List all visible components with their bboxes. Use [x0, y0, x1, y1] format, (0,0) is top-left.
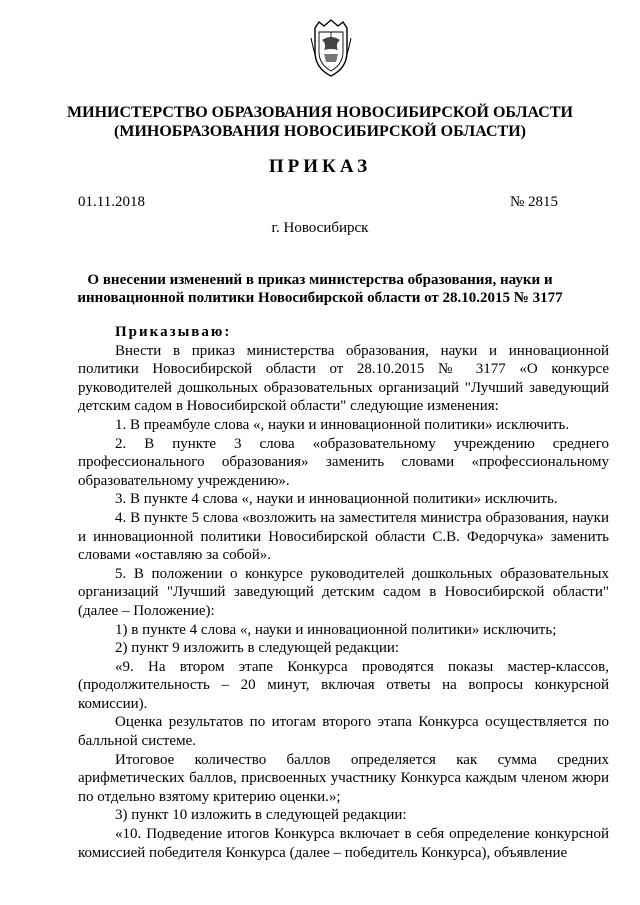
city: г. Новосибирск [271, 220, 369, 236]
order-word: Приказываю: [115, 324, 232, 340]
subject-line-2: инновационной политики Новосибирской области от 28.10.2015 № 3177 [77, 290, 563, 306]
order-number: № 2815 [509, 194, 558, 210]
body-paragraph: «9. На втором этапе Конкурса проводятся показы мастер-классов, (продолжительность – 20 минут, включая ответы на вопросы конкурсной комиссии). [78, 658, 609, 712]
body-paragraph: 3) пункт 10 изложить в следующей редакции: [115, 807, 407, 824]
body-paragraph: 2) пункт 9 изложить в следующей редакции: [115, 640, 400, 657]
ministry-heading [0, 103, 640, 141]
body-paragraph: Внести в приказ министерства образования, науки и инновационной политики Новосибирской области от 28.10.2015 № 3177 «О конкурсе руководителей дошкольных образовательных организаций "Лучший заведующий детским садом в Новосибирской области" следующие изменения: [78, 342, 609, 415]
body-paragraph: 1) в пункте 4 слова «, науки и инновационной политики» исключить; [115, 621, 557, 638]
order-word-paragraph [78, 323, 609, 342]
order-body [78, 323, 609, 862]
body-paragraph: 2. В пункте 3 слова «образовательному учреждению среднего профессионального образования» заменить словами «профессиональному образовательному учреждению». [78, 435, 609, 489]
body-paragraph: «10. Подведение итогов Конкурса включает в себя определение конкурсной комиссией победителя Конкурса (далее – победитель Конкурса), объявление [78, 826, 609, 861]
body-paragraph: 1. В преамбуле слова «, науки и инновационной политики» исключить. [115, 416, 570, 433]
body-paragraph: 3. В пункте 4 слова «, науки и инновационной политики» исключить. [115, 491, 558, 508]
order-subject [0, 271, 640, 307]
body-paragraph: Итоговое количество баллов определяется как сумма средних арифметических баллов, присвоенных участнику Конкурса каждым членом жюри по отдельно взятому критерию оценки.»; [78, 751, 609, 805]
subject-line-1: О внесении изменений в приказ министерства образования, науки и [87, 272, 553, 288]
body-paragraph: Оценка результатов по итогам второго этапа Конкурса осуществляется по балльной системе. [78, 714, 609, 750]
coat-of-arms-icon [310, 18, 352, 78]
order-date: 01.11.2018 [78, 194, 145, 210]
ministry-line-2: (МИНОБРАЗОВАНИЯ НОВОСИБИРСКОЙ ОБЛАСТИ) [114, 123, 526, 140]
order-title: ПРИКАЗ [268, 156, 372, 177]
body-paragraph: 4. В пункте 5 слова «возложить на заместителя министра образования, науки и инновационной политики Новосибирской области С.В. Федорчука» заменить словами «оставляю за собой». [78, 509, 609, 564]
ministry-line-1: МИНИСТЕРСТВО ОБРАЗОВАНИЯ НОВОСИБИРСКОЙ ОБЛАСТИ [67, 104, 573, 121]
body-paragraph: 5. В положении о конкурсе руководителей дошкольных образовательных организаций "Лучший заведующий детским садом в Новосибирской области" (далее – Положение): [78, 565, 609, 619]
